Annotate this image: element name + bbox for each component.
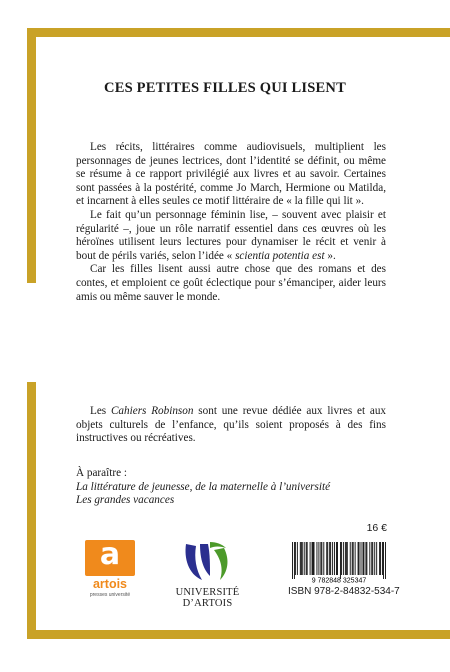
summary-paragraph-1: Les récits, littéraires comme audiovisuels, multiplient les personnages de jeunes lectrices, dont l’identité se définit, ou même se résume à ce rapport privilégié aux livres et au savoir. Certaines sont passées à la postérité, comme Jo March, Hermione ou Matilda, et incarnent à elles seules ce motif littéraire de « la fille qui lit ». [76, 141, 386, 208]
barcode-bar [379, 542, 380, 575]
barcode-bar [374, 542, 375, 575]
barcode-bar [336, 542, 337, 575]
summary-paragraph-3: Car les filles lisent aussi autre chose que des romans et des contes, et emploient ce goût éclectique pour s’émanciper, aider leurs amis ou même sauver le monde. [76, 263, 386, 303]
artois-logo-name: artois [92, 577, 128, 591]
barcode-bar [340, 542, 341, 579]
barcode-bar [345, 542, 346, 575]
artois-presses-logo [85, 537, 135, 600]
barcode-bar [292, 542, 293, 579]
barcode-bar [341, 542, 342, 575]
book-title: CES PETITES FILLES QUI LISENT [104, 80, 346, 96]
barcode-bar [334, 542, 335, 575]
barcode-bar [300, 542, 301, 575]
barcode-bar [337, 542, 338, 575]
barcode-bar [350, 542, 351, 575]
barcode-bar [376, 542, 377, 575]
barcode-bar [352, 542, 353, 575]
artois-logo-subtitle: presses université [89, 592, 131, 598]
isbn-barcode [288, 542, 400, 597]
barcode-bar [347, 542, 348, 575]
barcode-bar [359, 542, 360, 575]
barcode-bar [385, 542, 386, 579]
barcode-bar [372, 542, 373, 575]
barcode-bar [314, 542, 315, 575]
barcode-bar [297, 542, 298, 575]
isbn-number: ISBN 978-2-84832-534-7 [288, 586, 400, 597]
barcode-bar [353, 542, 354, 575]
price: 16 € [366, 522, 387, 534]
barcode-bar [313, 542, 314, 575]
barcode-bar [320, 542, 321, 575]
barcode-bar [330, 542, 331, 575]
barcode-bar [294, 542, 295, 579]
barcode-bar [380, 542, 381, 575]
barcode-bar [295, 542, 296, 575]
barcode-bar [366, 542, 367, 575]
barcode-bar [332, 542, 333, 575]
barcode-bar [363, 542, 364, 575]
barcode-bar [371, 542, 372, 575]
upcoming-title-2: Les grandes vacances [76, 494, 175, 507]
barcode-bar [369, 542, 370, 575]
upcoming-title-1: La littérature de jeunesse, de la maternelle à l’université [76, 480, 331, 493]
barcode-bar [318, 542, 319, 575]
barcode-bar [326, 542, 327, 575]
summary [76, 141, 386, 304]
barcode-bar [327, 542, 328, 575]
barcode-bar [312, 542, 313, 575]
barcode-bar [302, 542, 303, 575]
barcode-bar [321, 542, 322, 575]
series-description: Les Cahiers Robinson sont une revue dédiée aux livres et aux objets culturels de l’enfance, qu’ils soient proposés à des fins instructives ou récréatives. [76, 405, 387, 445]
barcode-bar [307, 542, 308, 575]
summary-paragraph-2: Le fait qu’un personnage féminin lise, – souvent avec plaisir et régularité –, joue un rôle narratif essentiel dans ces œuvres où les héroïnes utilisent leurs lectures pour dynamiser le récit et venir à bout de périls variés, selon l’idée « scientia potentia est ». [76, 208, 386, 262]
barcode-bar [363, 542, 364, 575]
university-emblem-icon [180, 540, 236, 584]
university-logo [150, 540, 265, 609]
barcode-bar [329, 542, 330, 575]
university-name: UNIVERSITÉ D’ARTOIS [175, 587, 240, 609]
barcode-bar [361, 542, 362, 575]
series-name: Cahiers Robinson [110, 405, 194, 417]
barcode-bar [365, 542, 366, 575]
upcoming-titles [76, 467, 386, 508]
frame-bottom-bar [27, 630, 450, 639]
barcode-icon [288, 542, 390, 584]
barcode-bar [316, 542, 317, 575]
frame-top-bar [27, 28, 450, 37]
barcode-bar [323, 542, 324, 575]
barcode-bar [382, 542, 383, 575]
barcode-bar [343, 542, 344, 575]
barcode-digits: 9 782848 325347 [311, 577, 367, 584]
frame-bottom-left-bar [27, 382, 36, 639]
frame-top-left-bar [27, 28, 36, 283]
upcoming-label: À paraître : [76, 467, 127, 479]
barcode-bar [383, 542, 384, 579]
latin-quote: scientia potentia est [235, 249, 325, 262]
barcode-bar [304, 542, 305, 575]
artois-logo-letter: a [99, 537, 121, 572]
barcode-bar [310, 542, 311, 575]
barcode-bar [358, 542, 359, 575]
barcode-bar [301, 542, 302, 575]
barcode-bar [306, 542, 307, 575]
barcode-bar [355, 542, 356, 575]
barcode-bar [346, 542, 347, 575]
